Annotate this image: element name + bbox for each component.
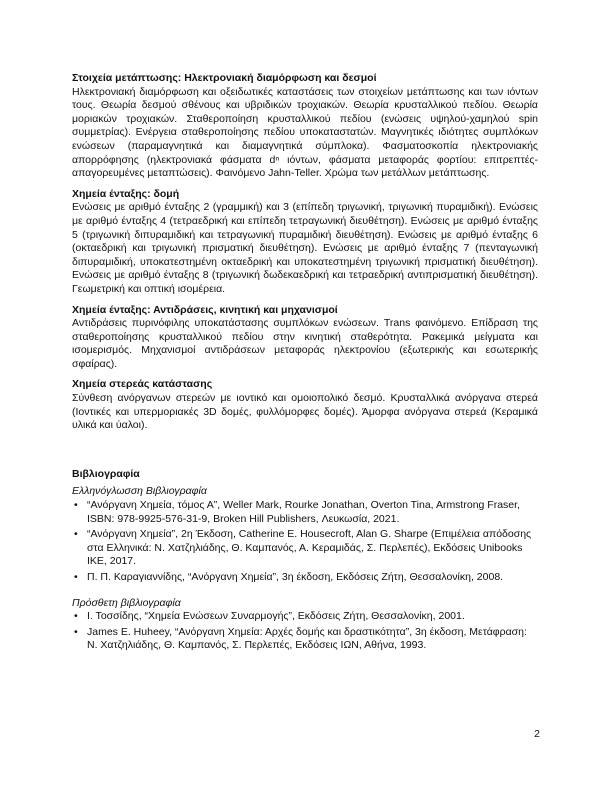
spacer	[72, 587, 538, 597]
section-title: Χημεία ένταξης: δομή	[72, 187, 180, 200]
section-coordination-structure	[72, 188, 538, 297]
bibliography	[72, 468, 538, 653]
section-body: Σύνθεση ανόργανων στερεών με ιοντικό και ομοιοπολικό δεσμό. Κρυσταλλικά ανόργανα στερεά (Ιοντικές και υπερμοριακές 3D δομές, φυλλόμορφες δομές). Άμορφα ανόργανα στερεά (Κεραμικά υλικά και ύαλοι).	[72, 392, 538, 432]
document-page	[72, 72, 538, 655]
section-body: Αντιδράσεις πυρινόφιλης υποκατάστασης συμπλόκων ενώσεων. Trans φαινόμενο. Επίδραση της σταθεροποίησης κρυσταλλικού πεδίου στην κινητική σταθερότητα. Ρακεμικά μείγματα και ισομερισμός. Μηχανισμοί αντιδράσεων μεταφοράς ηλεκτρονίου (εξωτερικής και εσωτερικής σφαίρας).	[72, 317, 538, 370]
section-solid-state	[72, 378, 538, 432]
section-body: Ηλεκτρονιακή διαμόρφωση και οξειδωτικές καταστάσεις των στοιχείων μετάπτωσης και των ιόντων τους. Θεωρία δεσμού σθένους και υβριδικών τροχιακών. Θεωρία κρυσταλλικού πεδίου. Θεωρία μοριακών τροχιακών. Σταθεροποίηση κρυσταλλικού πεδίου (ενώσεις υψηλού-χαμηλού spin συμμετρίας). Ενέργεια σταθεροποίησης πεδίου υποκαταστατών. Μαγνητικές ιδιότητες συμπλόκων ενώσεων (παραμαγνητικά και διαμαγνητικά σύμπλοκα). Φασματοσκοπία ηλεκτρονιακής απορρόφησης (ηλεκτρονιακά φάσματα dⁿ ιόντων, φάσματα μεταφοράς φορτίου: επιτρεπτές-απαγορευμένες μεταπτώσεις). Φαινόμενο Jahn-Teller. Χρώμα των μετάλλων μετάπτωσης.	[72, 85, 538, 180]
page-number: 2	[534, 728, 540, 740]
reference-item: • James E. Huheey, “Ανόργανη Χημεία: Αρχές δομής και δραστικότητα”, 3η έκδοση, Μετάφραση: Ν. Χατζηλιάδης, Θ. Καμπανός, Σ. Περλεπές, Εκδόσεις ΙΩΝ, Αθήνα, 1993.	[72, 626, 538, 653]
greek-reference-list	[72, 499, 538, 585]
additional-reference-list	[72, 610, 538, 653]
bibliography-title: Βιβλιογραφία	[72, 467, 140, 480]
additional-bibliography-title: Πρόσθετη βιβλιογραφία	[72, 596, 181, 609]
section-coordination-reactions	[72, 304, 538, 372]
greek-bibliography-title: Ελληνόγλωσση Βιβλιογραφία	[72, 485, 207, 498]
reference-item: • Π. Π. Καραγιαννίδης, “Ανόργανη Χημεία”, 3η έκδοση, Εκδόσεις Ζήτη, Θεσσαλονίκη, 2008.	[72, 571, 538, 585]
section-title: Χημεία στερεάς κατάστασης	[72, 378, 213, 391]
section-transition-elements	[72, 72, 538, 181]
reference-item: • “Ανόργανη Χημεία, τόμος Α”, Weller Mark, Rourke Jonathan, Overton Tina, Armstrong Fraser, ISBN: 978-9925-576-31-9, Broken Hill Publishers, Λευκωσία, 2021.	[72, 499, 538, 526]
reference-item: • “Ανόργανη Χημεία”, 2η Έκδοση, Catherine E. Housecroft, Alan G. Sharpe (Επιμέλεια απόδοσης στα Ελληνικά: Ν. Χατζηλιάδης, Θ. Καμπανός, Α. Κεραμιδάς, Σ. Περλεπές), Εκδόσεις Unibooks IKE, 2017.	[72, 528, 538, 569]
spacer	[72, 440, 538, 468]
reference-item: • Ι. Τοσσίδης, “Χημεία Ενώσεων Συναρμογής”, Εκδόσεις Ζήτη, Θεσσαλονίκη, 2001.	[72, 610, 538, 624]
section-title: Χημεία ένταξης: Αντιδράσεις, κινητική και μηχανισμοί	[72, 303, 338, 316]
section-title: Στοιχεία μετάπτωσης: Ηλεκτρονιακή διαμόρφωση και δεσμοί	[72, 72, 377, 84]
section-body: Ενώσεις με αριθμό ένταξης 2 (γραμμική) και 3 (επίπεδη τριγωνική, τριγωνική πυραμιδική). Ενώσεις με αριθμό ένταξης 4 (τετραεδρική και επίπεδη τετραγωνική διευθέτηση). Ενώσεις με αριθμό ένταξης 5 (τριγωνική διπυραμιδική και τετραγωνική πυραμιδική διευθέτηση). Ενώσεις με αριθμό ένταξης 6 (οκταεδρική και τριγωνική πρισματική διευθέτηση). Ενώσεις με αριθμό ένταξης 7 (πενταγωνική διπυραμιδική, υποκατεστημένη οκταεδρική και υποκατεστημένη τριγωνική πρισματική διευθέτηση). Ενώσεις με αριθμό ένταξης 8 (τριγωνική δωδεκαεδρική και τετραεδρική αντιπρισματική διευθέτηση). Γεωμετρική και οπτική ισομέρεια.	[72, 201, 538, 295]
